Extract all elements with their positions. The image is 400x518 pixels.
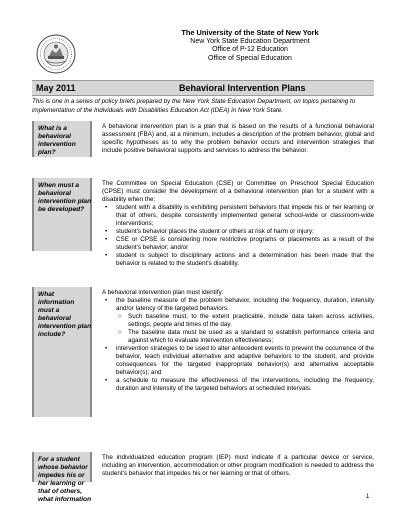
bullet-text: the baseline measure of the problem behavior, including the frequency, duration, intensity and/or latency of the targeted behaviors.	[116, 297, 374, 312]
question-line: be developed?	[38, 206, 85, 213]
question-line: include?	[38, 331, 66, 338]
list-item	[102, 252, 374, 268]
page-number: 1	[366, 494, 370, 500]
circle-bullet-icon: ○	[118, 329, 122, 336]
bullet-text: intervention strategies to be used to alter antecedent events to prevent the occurrence of the behavior, teach individual alternative and adaptive behaviors to the student, and provide consequences for the targeted inappropriate behavior(s) and alternative acceptable behavior(s); and	[116, 345, 374, 376]
question-line: When must a	[38, 182, 80, 189]
section-what-information	[32, 287, 374, 417]
circle-bullet-icon: ○	[118, 313, 122, 320]
sub-list-item	[102, 329, 374, 345]
sub-bullet-text: Such baseline must, to the extent practicable, include data taken across activities, settings, people and times of the day.	[128, 313, 374, 328]
question-line: whose behavior	[38, 464, 88, 471]
question-line: impedes his or	[38, 472, 85, 479]
answer-text	[102, 180, 374, 268]
question-line: For a student	[38, 456, 80, 463]
list-item	[102, 345, 374, 377]
bullet-icon: •	[105, 297, 108, 304]
title-banner	[32, 80, 374, 96]
brief-date: May 2011	[36, 83, 76, 93]
list-item	[102, 236, 374, 252]
bullet-icon: •	[105, 228, 108, 235]
bullet-icon: •	[105, 204, 108, 211]
question-line: that of others,	[38, 488, 82, 495]
bullet-text: student's behavior places the student or others at risk of harm or injury;	[116, 228, 314, 235]
intro-paragraph: This is one in a series of policy briefs prepared by the New York State Education Department, on topics pertaining to implementation of the Individuals with Disabilities Education Act (IDEA) in New York State.	[32, 98, 356, 114]
sub-list-item	[102, 313, 374, 329]
question-box	[32, 121, 92, 157]
bullet-list	[102, 204, 374, 268]
sub-bullet-text: The baseline data must be used as a standard to establish performance criteria and against which to evaluate intervention effectiveness;	[128, 329, 374, 344]
bullet-list	[102, 297, 374, 393]
bullet-text: student is subject to disciplinary actions and a determination has been made that the behavior is related to the student's disability.	[116, 252, 374, 267]
document-header	[150, 29, 350, 63]
answer-text	[102, 454, 374, 478]
question-line: behavioral	[38, 190, 71, 197]
question-line: What	[38, 291, 55, 298]
question-line: intervention plan	[38, 323, 92, 330]
university-name: The University of the State of New York	[181, 28, 319, 37]
bullet-icon: •	[105, 252, 108, 259]
answer-text	[102, 123, 374, 155]
list-item	[102, 228, 374, 236]
bullet-text: student with a disability is exhibiting persistent behaviors that impede his or her learning or that of others, despite consistently implemented general school-wide or classroom-wide interventions;	[116, 204, 374, 227]
office-name-1: Office of P-12 Education	[212, 46, 288, 53]
question-line: intervention	[38, 141, 76, 148]
brief-title: Behavioral Intervention Plans	[179, 83, 306, 93]
answer-text	[102, 289, 374, 393]
section-what-is-bip	[32, 121, 374, 157]
question-line: her learning or	[38, 480, 85, 487]
department-name: New York State Education Department	[190, 37, 310, 45]
answer-paragraph: The individualized education program (IEP) must indicate if a particular device or service, including an intervention, accommodation or other program modification is needed to address the student's behavior that impedes his or her learning or that of others.	[102, 454, 374, 477]
question-line: intervention plan	[38, 198, 92, 205]
bullet-icon: •	[105, 236, 108, 243]
bullet-icon: •	[105, 345, 108, 352]
answer-paragraph: A behavioral intervention plan must identify:	[102, 289, 224, 296]
question-line: information	[38, 299, 75, 306]
list-item	[102, 204, 374, 228]
question-line: behavioral	[38, 133, 71, 140]
question-line: must a	[38, 307, 60, 314]
list-item	[102, 377, 374, 393]
office-name-2: Office of Special Education	[208, 54, 292, 62]
bullet-text: a schedule to measure the effectiveness of the interventions, including the frequency, duration and intensity of the targeted behaviors at scheduled intervals.	[116, 377, 374, 392]
question-line: What is a	[38, 125, 67, 132]
question-line: what information	[38, 496, 92, 503]
section-when-developed	[32, 178, 374, 267]
question-box	[32, 178, 92, 251]
answer-paragraph: The Committee on Special Education (CSE) or Committee on Preschool Special Education (CPSE) must consider the development of a behavioral intervention plan for a student with a disability when the:	[102, 180, 374, 203]
question-box	[32, 452, 92, 503]
bullet-icon: •	[105, 377, 108, 384]
question-box	[32, 287, 92, 417]
section-iep-behavior	[32, 452, 374, 503]
question-line: plan?	[38, 149, 56, 156]
list-item	[102, 297, 374, 313]
question-line: behavioral	[38, 315, 71, 322]
answer-paragraph: A behavioral intervention plan is a plan that is based on the results of a functional behavioral assessment (FBA) and, at a minimum, includes a description of the problem behavior, global and specific hypotheses as to why the problem behavior occurs and intervention strategies that include positive behavioral supports and services to address the behavior.	[102, 123, 374, 154]
state-seal-logo	[36, 34, 76, 74]
bullet-text: CSE or CPSE is considering more restrictive programs or placements as a result of the student's behavior; and/or	[116, 236, 374, 251]
